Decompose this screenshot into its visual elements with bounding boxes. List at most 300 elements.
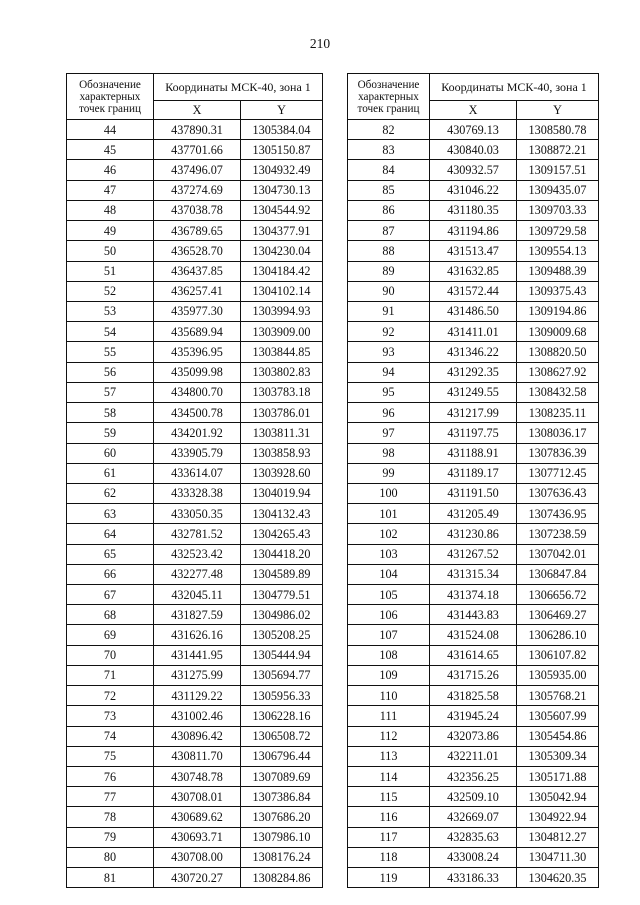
y-coordinate-cell: 1304986.02: [241, 605, 323, 625]
y-coordinate-cell: 1308432.58: [517, 382, 599, 402]
point-number-cell: 51: [67, 261, 154, 281]
y-coordinate-cell: 1305444.94: [241, 645, 323, 665]
table-row: [67, 504, 323, 524]
x-coordinate-cell: 431374.18: [430, 585, 517, 605]
x-coordinate-cell: 434800.70: [154, 382, 241, 402]
point-number-cell: 67: [67, 585, 154, 605]
x-coordinate-cell: 431346.22: [430, 342, 517, 362]
table-row: [67, 827, 323, 847]
y-coordinate-cell: 1304620.35: [517, 868, 599, 888]
x-coordinate-cell: 433186.33: [430, 868, 517, 888]
y-coordinate-cell: 1305694.77: [241, 665, 323, 685]
point-number-cell: 98: [348, 443, 430, 463]
table-row: [348, 261, 599, 281]
point-number-cell: 91: [348, 301, 430, 321]
point-number-cell: 95: [348, 382, 430, 402]
x-coordinate-cell: 431443.83: [430, 605, 517, 625]
point-number-cell: 60: [67, 443, 154, 463]
point-number-cell: 116: [348, 807, 430, 827]
table-row: [67, 807, 323, 827]
table-row: [67, 868, 323, 888]
y-coordinate-cell: 1304265.43: [241, 524, 323, 544]
point-label-header: Обозначение характерных точек границ: [67, 74, 154, 120]
y-coordinate-cell: 1309375.43: [517, 281, 599, 301]
point-number-cell: 85: [348, 180, 430, 200]
table-row: [348, 807, 599, 827]
x-coordinate-cell: 431626.16: [154, 625, 241, 645]
y-coordinate-cell: 1307636.43: [517, 483, 599, 503]
point-number-cell: 54: [67, 322, 154, 342]
table-row: [348, 827, 599, 847]
y-coordinate-cell: 1304418.20: [241, 544, 323, 564]
point-number-cell: 92: [348, 322, 430, 342]
y-coordinate-cell: 1307836.39: [517, 443, 599, 463]
table-row: [67, 585, 323, 605]
point-number-cell: 111: [348, 706, 430, 726]
table-row: [67, 625, 323, 645]
y-coordinate-cell: 1304730.13: [241, 180, 323, 200]
x-coordinate-cell: 437274.69: [154, 180, 241, 200]
point-number-cell: 119: [348, 868, 430, 888]
y-coordinate-cell: 1307089.69: [241, 767, 323, 787]
table-row: [348, 423, 599, 443]
table-row: [67, 483, 323, 503]
table-row: [348, 625, 599, 645]
y-coordinate-cell: 1306656.72: [517, 585, 599, 605]
table-row: [67, 524, 323, 544]
y-coordinate-cell: 1309157.51: [517, 160, 599, 180]
point-number-cell: 46: [67, 160, 154, 180]
x-coordinate-cell: 431572.44: [430, 281, 517, 301]
x-coordinate-cell: 436437.85: [154, 261, 241, 281]
point-number-cell: 50: [67, 241, 154, 261]
x-coordinate-cell: 431180.35: [430, 200, 517, 220]
x-coordinate-cell: 431002.46: [154, 706, 241, 726]
point-number-cell: 96: [348, 403, 430, 423]
point-number-cell: 90: [348, 281, 430, 301]
point-number-cell: 115: [348, 787, 430, 807]
table-row: [348, 403, 599, 423]
y-coordinate-cell: 1305171.88: [517, 767, 599, 787]
y-coordinate-cell: 1308284.86: [241, 868, 323, 888]
point-number-cell: 56: [67, 362, 154, 382]
table-row: [67, 160, 323, 180]
y-coordinate-cell: 1303858.93: [241, 443, 323, 463]
x-coordinate-cell: 430689.62: [154, 807, 241, 827]
y-coordinate-cell: 1304812.27: [517, 827, 599, 847]
x-coordinate-cell: 431217.99: [430, 403, 517, 423]
x-coordinate-cell: 432356.25: [430, 767, 517, 787]
y-coordinate-cell: 1303909.00: [241, 322, 323, 342]
point-number-cell: 55: [67, 342, 154, 362]
table-row: [348, 868, 599, 888]
table-row: [348, 362, 599, 382]
x-coordinate-cell: 431194.86: [430, 221, 517, 241]
x-coordinate-cell: 431715.26: [430, 665, 517, 685]
x-coordinate-cell: 430708.01: [154, 787, 241, 807]
point-number-cell: 82: [348, 120, 430, 140]
point-number-cell: 87: [348, 221, 430, 241]
table-row: [348, 221, 599, 241]
y-coordinate-cell: 1305384.04: [241, 120, 323, 140]
x-column-header: X: [154, 101, 241, 120]
x-coordinate-cell: 432781.52: [154, 524, 241, 544]
point-number-cell: 109: [348, 665, 430, 685]
table-row: [348, 504, 599, 524]
point-number-cell: 70: [67, 645, 154, 665]
point-number-cell: 57: [67, 382, 154, 402]
y-coordinate-cell: 1306796.44: [241, 746, 323, 766]
point-number-cell: 72: [67, 686, 154, 706]
x-coordinate-cell: 431486.50: [430, 301, 517, 321]
coordinates-table-left: [66, 73, 323, 888]
x-coordinate-cell: 431411.01: [430, 322, 517, 342]
x-coordinate-cell: 432669.07: [430, 807, 517, 827]
x-coordinate-cell: 432277.48: [154, 564, 241, 584]
y-coordinate-cell: 1304102.14: [241, 281, 323, 301]
point-number-cell: 59: [67, 423, 154, 443]
x-coordinate-cell: 430748.78: [154, 767, 241, 787]
point-number-cell: 94: [348, 362, 430, 382]
y-coordinate-cell: 1304589.89: [241, 564, 323, 584]
y-coordinate-cell: 1309729.58: [517, 221, 599, 241]
x-coordinate-cell: 431827.59: [154, 605, 241, 625]
x-coordinate-cell: 435396.95: [154, 342, 241, 362]
table-row: [67, 261, 323, 281]
x-coordinate-cell: 435099.98: [154, 362, 241, 382]
y-coordinate-cell: 1304932.49: [241, 160, 323, 180]
point-number-cell: 93: [348, 342, 430, 362]
x-coordinate-cell: 431945.24: [430, 706, 517, 726]
x-coordinate-cell: 431825.58: [430, 686, 517, 706]
table-row: [348, 342, 599, 362]
point-number-cell: 108: [348, 645, 430, 665]
point-number-cell: 83: [348, 140, 430, 160]
x-coordinate-cell: 431614.65: [430, 645, 517, 665]
y-coordinate-cell: 1305607.99: [517, 706, 599, 726]
x-coordinate-cell: 432509.10: [430, 787, 517, 807]
y-coordinate-cell: 1305935.00: [517, 665, 599, 685]
y-coordinate-cell: 1308036.17: [517, 423, 599, 443]
x-coordinate-cell: 431129.22: [154, 686, 241, 706]
y-coordinate-cell: 1307686.20: [241, 807, 323, 827]
x-coordinate-cell: 436257.41: [154, 281, 241, 301]
point-number-cell: 101: [348, 504, 430, 524]
table-row: [348, 544, 599, 564]
y-coordinate-cell: 1304922.94: [517, 807, 599, 827]
table-row: [67, 241, 323, 261]
point-number-cell: 113: [348, 746, 430, 766]
table-row: [67, 847, 323, 867]
x-coordinate-cell: 431267.52: [430, 544, 517, 564]
y-column-header: Y: [517, 101, 599, 120]
table-row: [67, 221, 323, 241]
point-number-cell: 52: [67, 281, 154, 301]
y-coordinate-cell: 1304779.51: [241, 585, 323, 605]
table-row: [348, 180, 599, 200]
point-number-cell: 112: [348, 726, 430, 746]
x-coordinate-cell: 431205.49: [430, 504, 517, 524]
table-row: [67, 281, 323, 301]
point-number-cell: 68: [67, 605, 154, 625]
table-row: [67, 463, 323, 483]
point-number-cell: 74: [67, 726, 154, 746]
point-number-cell: 73: [67, 706, 154, 726]
table-row: [67, 645, 323, 665]
table-row: [348, 585, 599, 605]
table-row: [348, 524, 599, 544]
y-coordinate-cell: 1307386.84: [241, 787, 323, 807]
table-row: [348, 605, 599, 625]
point-number-cell: 100: [348, 483, 430, 503]
x-coordinate-cell: 433614.07: [154, 463, 241, 483]
table-row: [348, 746, 599, 766]
point-number-cell: 107: [348, 625, 430, 645]
point-number-cell: 76: [67, 767, 154, 787]
x-coordinate-cell: 431230.86: [430, 524, 517, 544]
point-number-cell: 48: [67, 200, 154, 220]
x-coordinate-cell: 431292.35: [430, 362, 517, 382]
x-coordinate-cell: 432835.63: [430, 827, 517, 847]
point-number-cell: 102: [348, 524, 430, 544]
x-coordinate-cell: 434201.92: [154, 423, 241, 443]
y-coordinate-cell: 1305956.33: [241, 686, 323, 706]
table-row: [67, 544, 323, 564]
table-row: [348, 645, 599, 665]
point-number-cell: 114: [348, 767, 430, 787]
table-body: [67, 120, 323, 888]
table-row: [348, 382, 599, 402]
y-coordinate-cell: 1306228.16: [241, 706, 323, 726]
y-coordinate-cell: 1303928.60: [241, 463, 323, 483]
table-row: [348, 726, 599, 746]
x-coordinate-cell: 431315.34: [430, 564, 517, 584]
y-coordinate-cell: 1303811.31: [241, 423, 323, 443]
x-coordinate-cell: 431197.75: [430, 423, 517, 443]
x-coordinate-cell: 430693.71: [154, 827, 241, 847]
table-row: [67, 726, 323, 746]
page-number: 210: [309, 36, 331, 51]
table-row: [348, 241, 599, 261]
x-coordinate-cell: 433905.79: [154, 443, 241, 463]
y-coordinate-cell: 1303802.83: [241, 362, 323, 382]
x-coordinate-cell: 432073.86: [430, 726, 517, 746]
table-row: [67, 362, 323, 382]
y-coordinate-cell: 1308580.78: [517, 120, 599, 140]
x-coordinate-cell: 433050.35: [154, 504, 241, 524]
point-number-cell: 81: [67, 868, 154, 888]
x-coordinate-cell: 430720.27: [154, 868, 241, 888]
point-number-cell: 71: [67, 665, 154, 685]
x-coordinate-cell: 431189.17: [430, 463, 517, 483]
x-coordinate-cell: 437890.31: [154, 120, 241, 140]
table-row: [67, 605, 323, 625]
table-row: [348, 463, 599, 483]
point-number-cell: 47: [67, 180, 154, 200]
y-coordinate-cell: 1304230.04: [241, 241, 323, 261]
x-coordinate-cell: 437038.78: [154, 200, 241, 220]
point-number-cell: 66: [67, 564, 154, 584]
point-number-cell: 84: [348, 160, 430, 180]
point-number-cell: 99: [348, 463, 430, 483]
table-row: [67, 706, 323, 726]
y-coordinate-cell: 1305768.21: [517, 686, 599, 706]
x-coordinate-cell: 431249.55: [430, 382, 517, 402]
y-coordinate-cell: 1305309.34: [517, 746, 599, 766]
x-coordinate-cell: 431046.22: [430, 180, 517, 200]
y-coordinate-cell: 1307986.10: [241, 827, 323, 847]
y-coordinate-cell: 1304711.30: [517, 847, 599, 867]
point-number-cell: 118: [348, 847, 430, 867]
point-number-cell: 65: [67, 544, 154, 564]
point-number-cell: 97: [348, 423, 430, 443]
x-column-header: X: [430, 101, 517, 120]
table-row: [348, 564, 599, 584]
table-row: [67, 301, 323, 321]
table-body: [348, 120, 599, 888]
x-coordinate-cell: 435689.94: [154, 322, 241, 342]
table-row: [67, 180, 323, 200]
y-coordinate-cell: 1307436.95: [517, 504, 599, 524]
x-coordinate-cell: 431632.85: [430, 261, 517, 281]
y-coordinate-cell: 1307042.01: [517, 544, 599, 564]
y-coordinate-cell: 1307238.59: [517, 524, 599, 544]
x-coordinate-cell: 432045.11: [154, 585, 241, 605]
table-row: [67, 665, 323, 685]
y-coordinate-cell: 1309194.86: [517, 301, 599, 321]
x-coordinate-cell: 431441.95: [154, 645, 241, 665]
x-coordinate-cell: 430811.70: [154, 746, 241, 766]
x-coordinate-cell: 431275.99: [154, 665, 241, 685]
x-coordinate-cell: 430840.03: [430, 140, 517, 160]
x-coordinate-cell: 431191.50: [430, 483, 517, 503]
coordinates-header: Координаты МСК-40, зона 1: [430, 74, 599, 101]
x-coordinate-cell: 431188.91: [430, 443, 517, 463]
y-coordinate-cell: 1309554.13: [517, 241, 599, 261]
x-coordinate-cell: 432211.01: [430, 746, 517, 766]
y-coordinate-cell: 1303844.85: [241, 342, 323, 362]
table-row: [67, 120, 323, 140]
point-number-cell: 110: [348, 686, 430, 706]
table-row: [67, 787, 323, 807]
table-row: [348, 160, 599, 180]
table-row: [348, 847, 599, 867]
point-number-cell: 53: [67, 301, 154, 321]
point-number-cell: 58: [67, 403, 154, 423]
table-row: [348, 686, 599, 706]
table-row: [67, 322, 323, 342]
table-row: [67, 342, 323, 362]
y-coordinate-cell: 1308820.50: [517, 342, 599, 362]
x-coordinate-cell: 430932.57: [430, 160, 517, 180]
point-number-cell: 89: [348, 261, 430, 281]
y-coordinate-cell: 1309488.39: [517, 261, 599, 281]
x-coordinate-cell: 436528.70: [154, 241, 241, 261]
table-row: [67, 200, 323, 220]
table-row: [67, 564, 323, 584]
table-row: [348, 322, 599, 342]
y-coordinate-cell: 1307712.45: [517, 463, 599, 483]
point-number-cell: 86: [348, 200, 430, 220]
y-coordinate-cell: 1308627.92: [517, 362, 599, 382]
coordinates-table-right: [347, 73, 599, 888]
x-coordinate-cell: 435977.30: [154, 301, 241, 321]
x-coordinate-cell: 437496.07: [154, 160, 241, 180]
y-coordinate-cell: 1306286.10: [517, 625, 599, 645]
x-coordinate-cell: 430769.13: [430, 120, 517, 140]
point-number-cell: 44: [67, 120, 154, 140]
table-row: [67, 767, 323, 787]
table-row: [67, 403, 323, 423]
point-number-cell: 106: [348, 605, 430, 625]
point-label-header: Обозначение характерных точек границ: [348, 74, 430, 120]
table-row: [67, 382, 323, 402]
y-column-header: Y: [241, 101, 323, 120]
x-coordinate-cell: 432523.42: [154, 544, 241, 564]
y-coordinate-cell: 1303786.01: [241, 403, 323, 423]
y-coordinate-cell: 1306469.27: [517, 605, 599, 625]
y-coordinate-cell: 1308176.24: [241, 847, 323, 867]
point-number-cell: 103: [348, 544, 430, 564]
table-row: [348, 281, 599, 301]
table-row: [348, 301, 599, 321]
y-coordinate-cell: 1308235.11: [517, 403, 599, 423]
table-row: [348, 200, 599, 220]
y-coordinate-cell: 1304184.42: [241, 261, 323, 281]
x-coordinate-cell: 433008.24: [430, 847, 517, 867]
x-coordinate-cell: 436789.65: [154, 221, 241, 241]
table-row: [67, 423, 323, 443]
point-number-cell: 79: [67, 827, 154, 847]
y-coordinate-cell: 1309435.07: [517, 180, 599, 200]
point-number-cell: 49: [67, 221, 154, 241]
table-row: [348, 706, 599, 726]
table-row: [348, 665, 599, 685]
y-coordinate-cell: 1303994.93: [241, 301, 323, 321]
point-number-cell: 78: [67, 807, 154, 827]
point-number-cell: 75: [67, 746, 154, 766]
table-row: [348, 787, 599, 807]
y-coordinate-cell: 1303783.18: [241, 382, 323, 402]
point-number-cell: 62: [67, 483, 154, 503]
y-coordinate-cell: 1306508.72: [241, 726, 323, 746]
table-row: [348, 767, 599, 787]
y-coordinate-cell: 1305042.94: [517, 787, 599, 807]
point-number-cell: 88: [348, 241, 430, 261]
table-row: [348, 443, 599, 463]
point-number-cell: 105: [348, 585, 430, 605]
x-coordinate-cell: 430708.00: [154, 847, 241, 867]
table-row: [67, 686, 323, 706]
point-number-cell: 104: [348, 564, 430, 584]
point-number-cell: 61: [67, 463, 154, 483]
point-number-cell: 64: [67, 524, 154, 544]
x-coordinate-cell: 433328.38: [154, 483, 241, 503]
coordinates-header: Координаты МСК-40, зона 1: [154, 74, 323, 101]
y-coordinate-cell: 1305454.86: [517, 726, 599, 746]
point-number-cell: 63: [67, 504, 154, 524]
x-coordinate-cell: 431524.08: [430, 625, 517, 645]
y-coordinate-cell: 1304019.94: [241, 483, 323, 503]
table-row: [348, 483, 599, 503]
point-number-cell: 117: [348, 827, 430, 847]
point-number-cell: 69: [67, 625, 154, 645]
point-number-cell: 45: [67, 140, 154, 160]
y-coordinate-cell: 1309703.33: [517, 200, 599, 220]
table-row: [67, 746, 323, 766]
y-coordinate-cell: 1304132.43: [241, 504, 323, 524]
table-row: [67, 140, 323, 160]
